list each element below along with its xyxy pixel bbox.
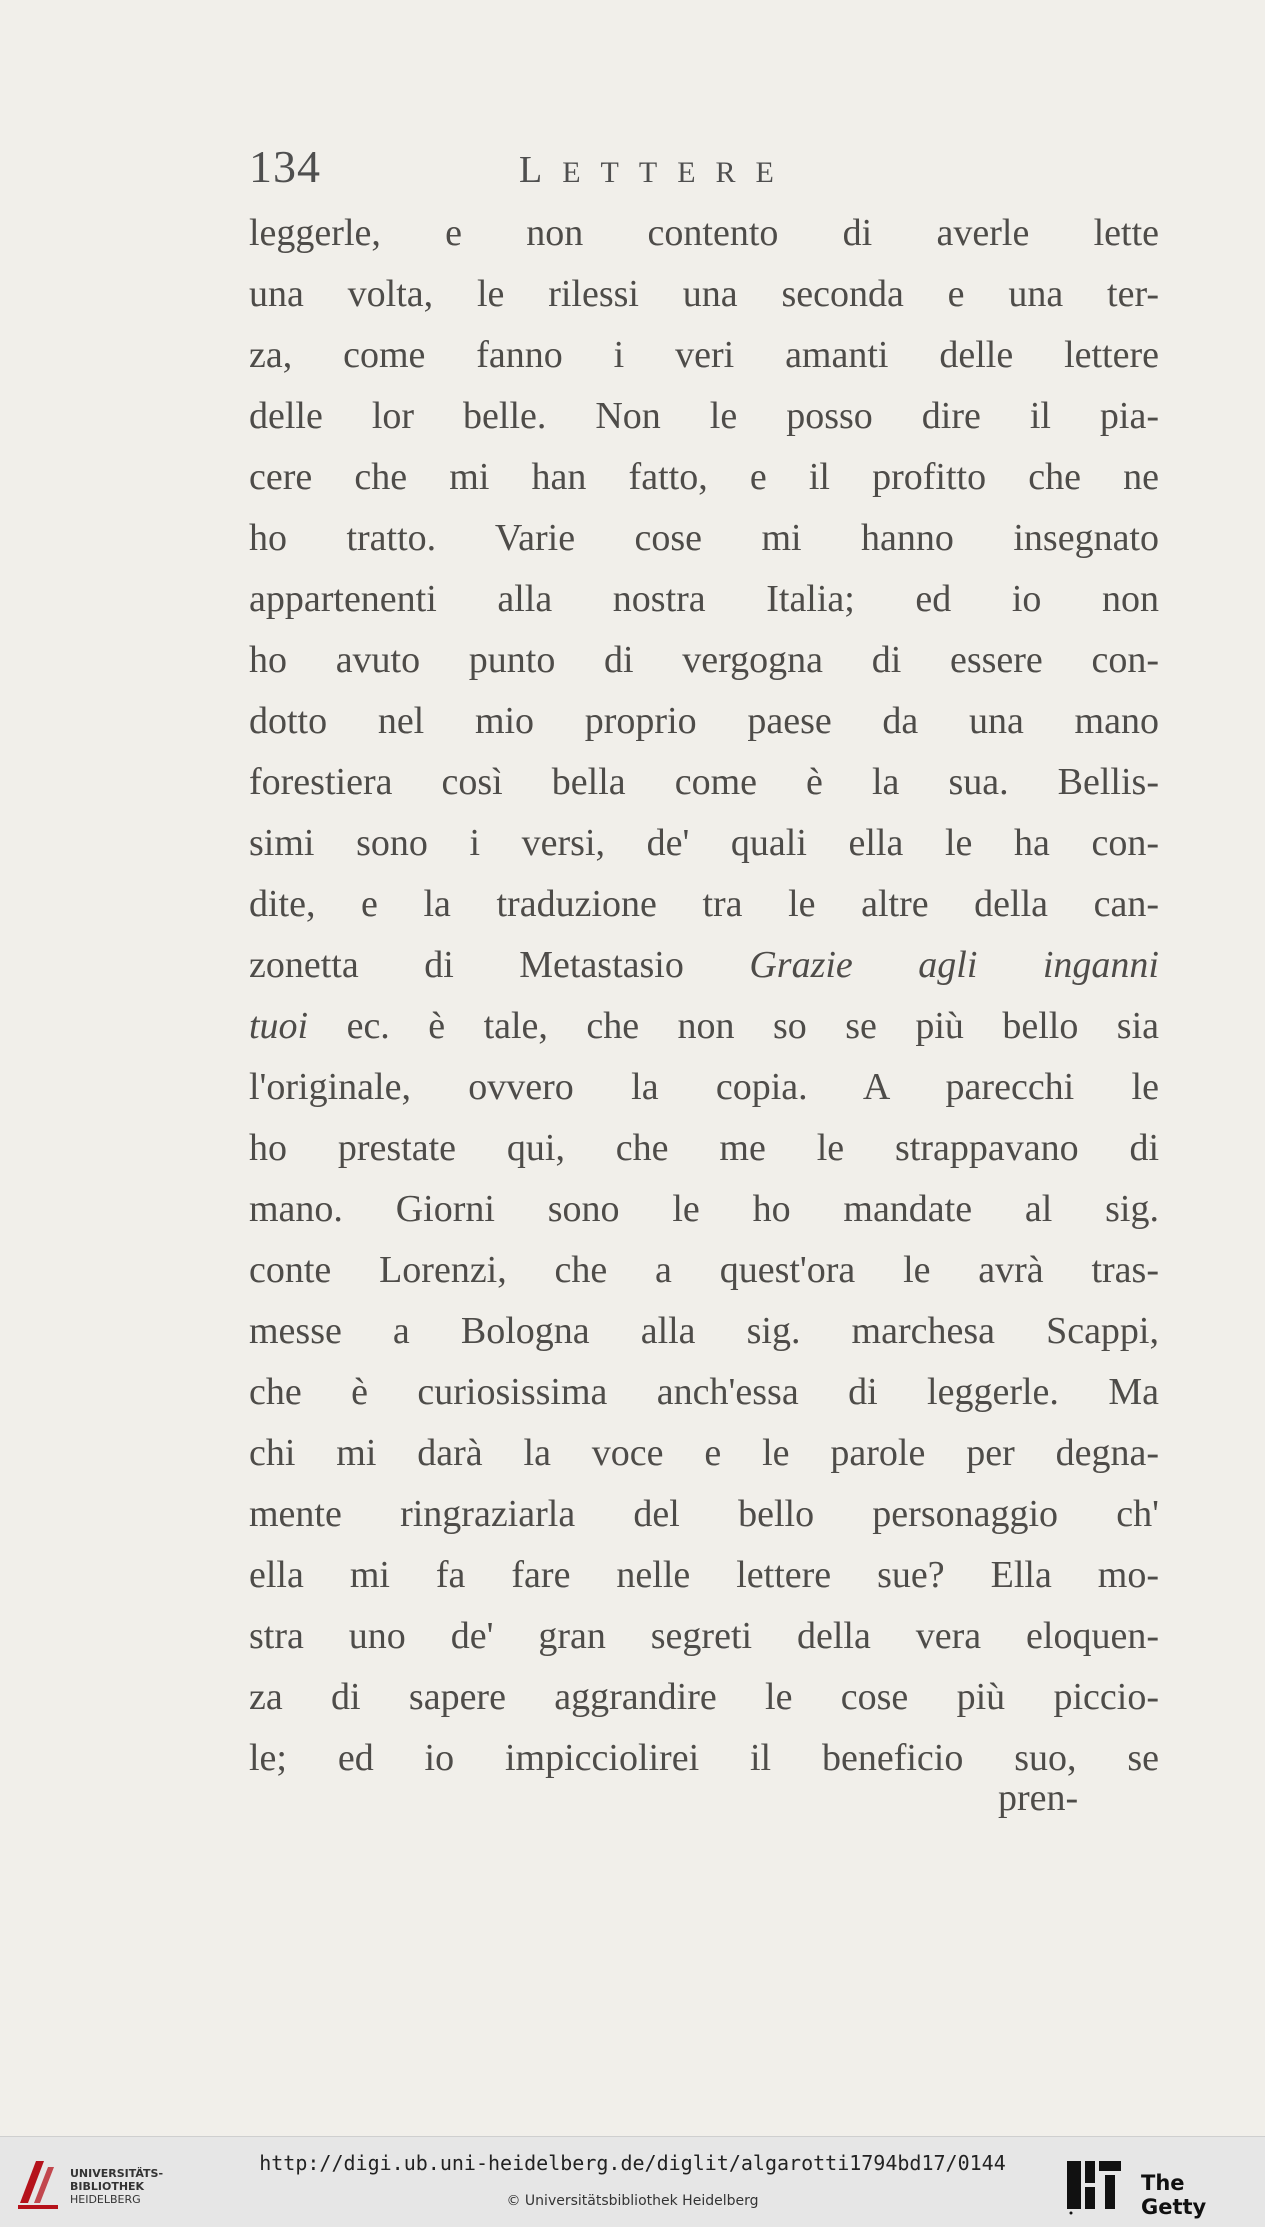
text-line: leggerle, e non contento di averle lette bbox=[249, 212, 1159, 254]
text-line: mente ringraziarla del bello personaggio ch' bbox=[249, 1493, 1159, 1535]
text-line: appartenenti alla nostra Italia; ed io non bbox=[249, 578, 1159, 620]
text-line: l'originale, ovvero la copia. A parecchi le bbox=[249, 1066, 1159, 1108]
text-line: cere che mi han fatto, e il profitto che ne bbox=[249, 456, 1159, 498]
text-line: conte Lorenzi, che a quest'ora le avrà tras- bbox=[249, 1249, 1159, 1291]
text-line: ella mi fa fare nelle lettere sue? Ella mo- bbox=[249, 1554, 1159, 1596]
body-text bbox=[249, 203, 1159, 1789]
text-line: za, come fanno i veri amanti delle lettere bbox=[249, 334, 1159, 376]
text-line: stra uno de' gran segreti della vera eloquen- bbox=[249, 1615, 1159, 1657]
library-name-line-1: UNIVERSITÄTS- bbox=[70, 2167, 164, 2180]
library-name-line-3: HEIDELBERG bbox=[70, 2193, 141, 2206]
getty-mark-icon bbox=[1063, 2155, 1129, 2215]
text-line: chi mi darà la voce e le parole per degna- bbox=[249, 1432, 1159, 1474]
text-line bbox=[249, 935, 1159, 996]
library-name-line-2: BIBLIOTHEK bbox=[70, 2180, 145, 2193]
running-title-rest: ETTERE bbox=[562, 156, 794, 189]
text-line: dotto nel mio proprio paese da una mano bbox=[249, 700, 1159, 742]
text-line: dite, e la traduzione tra le altre della can- bbox=[249, 883, 1159, 925]
partner-name: The Getty bbox=[1141, 2171, 1207, 2219]
text-line: ho avuto punto di vergogna di essere con- bbox=[249, 639, 1159, 681]
text-line: una volta, le rilessi una seconda e una ter- bbox=[249, 273, 1159, 315]
viewer-footer bbox=[0, 2136, 1265, 2227]
text-line-italic: Grazie agli inganni bbox=[749, 944, 1159, 986]
page-header bbox=[249, 140, 1169, 200]
copyright-notice: © Universitätsbibliothek Heidelberg bbox=[506, 2193, 759, 2209]
permalink-url[interactable]: http://digi.ub.uni-heidelberg.de/diglit/algarotti1794bd17/0144 bbox=[259, 2151, 1006, 2175]
text-line-roman: ec. è tale, che non so se più bello sia bbox=[308, 1005, 1159, 1047]
running-title bbox=[519, 148, 794, 192]
page-number: 134 bbox=[249, 141, 321, 192]
text-line bbox=[249, 996, 1159, 1057]
text-line: ho prestate qui, che me le strappavano di bbox=[249, 1127, 1159, 1169]
text-line-roman: zonetta di Metastasio bbox=[249, 944, 750, 986]
text-line-italic: tuoi bbox=[249, 1005, 309, 1047]
text-line: delle lor belle. Non le posso dire il pia- bbox=[249, 395, 1159, 437]
text-line: le; ed io impicciolirei il beneficio suo, se bbox=[249, 1737, 1159, 1779]
running-title-initial: L bbox=[519, 149, 563, 191]
text-line: ho tratto. Varie cose mi hanno insegnato bbox=[249, 517, 1159, 559]
text-line: za di sapere aggrandire le cose più piccio- bbox=[249, 1676, 1159, 1718]
catchword: pren- bbox=[998, 1777, 1079, 1819]
text-line: messe a Bologna alla sig. marchesa Scappi, bbox=[249, 1310, 1159, 1352]
text-line: simi sono i versi, de' quali ella le ha con- bbox=[249, 822, 1159, 864]
text-line: che è curiosissima anch'essa di leggerle. Ma bbox=[249, 1371, 1159, 1413]
text-line: mano. Giorni sono le ho mandate al sig. bbox=[249, 1188, 1159, 1230]
text-line: forestiera così bella come è la sua. Bellis- bbox=[249, 761, 1159, 803]
getty-logo[interactable] bbox=[1063, 2155, 1253, 2219]
